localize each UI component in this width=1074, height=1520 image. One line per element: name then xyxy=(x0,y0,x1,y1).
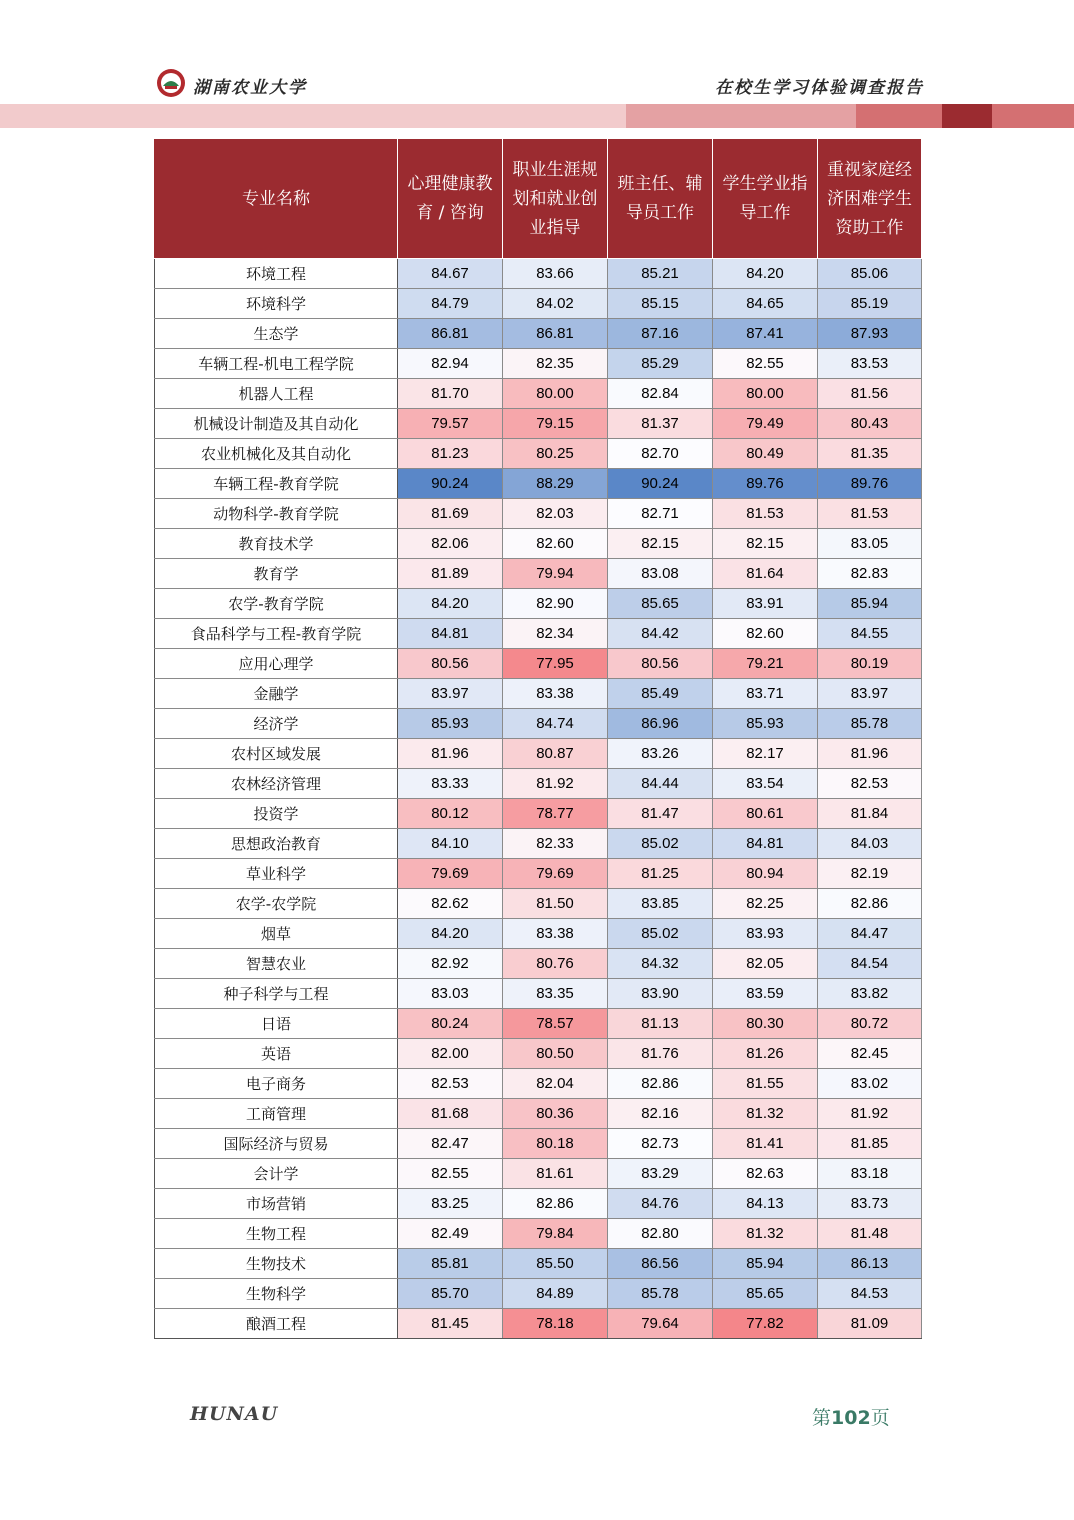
score-cell: 80.87 xyxy=(503,739,608,769)
score-cell: 82.94 xyxy=(398,349,503,379)
score-cell: 77.82 xyxy=(713,1309,818,1339)
score-cell: 85.06 xyxy=(818,259,922,289)
page-suffix: 页 xyxy=(870,1407,890,1429)
score-cell: 83.97 xyxy=(818,679,922,709)
score-cell: 87.93 xyxy=(818,319,922,349)
score-cell: 81.32 xyxy=(713,1219,818,1249)
score-cell: 85.78 xyxy=(818,709,922,739)
score-cell: 85.19 xyxy=(818,289,922,319)
table-row xyxy=(155,1129,922,1159)
table-row xyxy=(155,529,922,559)
score-cell: 79.57 xyxy=(398,409,503,439)
footer-brand: HUNAU xyxy=(190,1403,279,1425)
major-name-cell: 农业机械化及其自动化 xyxy=(155,439,398,469)
table-row xyxy=(155,649,922,679)
score-cell: 82.63 xyxy=(713,1159,818,1189)
score-cell: 81.48 xyxy=(818,1219,922,1249)
score-cell: 79.69 xyxy=(398,859,503,889)
score-cell: 82.60 xyxy=(503,529,608,559)
table-row xyxy=(155,1309,922,1339)
score-cell: 83.59 xyxy=(713,979,818,1009)
score-cell: 83.26 xyxy=(608,739,713,769)
score-cell: 82.71 xyxy=(608,499,713,529)
score-cell: 83.02 xyxy=(818,1069,922,1099)
score-cell: 82.34 xyxy=(503,619,608,649)
table-row xyxy=(155,679,922,709)
score-cell: 82.55 xyxy=(398,1159,503,1189)
score-cell: 83.25 xyxy=(398,1189,503,1219)
score-cell: 82.03 xyxy=(503,499,608,529)
score-cell: 84.79 xyxy=(398,289,503,319)
report-title: 在校生学习体验调查报告 xyxy=(715,78,924,98)
score-cell: 80.19 xyxy=(818,649,922,679)
score-cell: 83.91 xyxy=(713,589,818,619)
score-cell: 82.86 xyxy=(818,889,922,919)
score-cell: 82.86 xyxy=(608,1069,713,1099)
table-row xyxy=(155,949,922,979)
score-cell: 83.82 xyxy=(818,979,922,1009)
score-cell: 83.18 xyxy=(818,1159,922,1189)
score-cell: 78.57 xyxy=(503,1009,608,1039)
score-cell: 83.33 xyxy=(398,769,503,799)
column-header: 重视家庭经济困难学生资助工作 xyxy=(818,140,922,259)
university-name: 湖南农业大学 xyxy=(193,78,307,98)
page-prefix: 第 xyxy=(812,1407,832,1429)
table-body xyxy=(155,259,922,1339)
score-cell: 83.73 xyxy=(818,1189,922,1219)
score-cell: 81.76 xyxy=(608,1039,713,1069)
table-row xyxy=(155,469,922,499)
score-cell: 79.15 xyxy=(503,409,608,439)
score-cell: 81.85 xyxy=(818,1129,922,1159)
table-row xyxy=(155,1279,922,1309)
major-name-cell: 金融学 xyxy=(155,679,398,709)
score-cell: 83.38 xyxy=(503,919,608,949)
university-logo-icon xyxy=(156,68,186,98)
score-cell: 81.50 xyxy=(503,889,608,919)
major-name-cell: 投资学 xyxy=(155,799,398,829)
column-header: 心理健康教育 / 咨询 xyxy=(398,140,503,259)
score-cell: 81.70 xyxy=(398,379,503,409)
table-row xyxy=(155,709,922,739)
score-cell: 82.25 xyxy=(713,889,818,919)
score-cell: 80.49 xyxy=(713,439,818,469)
score-cell: 82.80 xyxy=(608,1219,713,1249)
score-cell: 84.20 xyxy=(398,919,503,949)
score-cell: 88.29 xyxy=(503,469,608,499)
score-cell: 84.20 xyxy=(398,589,503,619)
score-cell: 81.26 xyxy=(713,1039,818,1069)
table-row xyxy=(155,769,922,799)
score-cell: 80.72 xyxy=(818,1009,922,1039)
score-cell: 84.74 xyxy=(503,709,608,739)
score-cell: 90.24 xyxy=(398,469,503,499)
header-band xyxy=(942,104,992,128)
score-cell: 81.96 xyxy=(818,739,922,769)
score-cell: 83.66 xyxy=(503,259,608,289)
column-header: 班主任、辅导员工作 xyxy=(608,140,713,259)
score-cell: 90.24 xyxy=(608,469,713,499)
table-row xyxy=(155,1249,922,1279)
major-name-cell: 车辆工程-机电工程学院 xyxy=(155,349,398,379)
score-cell: 80.76 xyxy=(503,949,608,979)
score-cell: 82.17 xyxy=(713,739,818,769)
score-cell: 82.83 xyxy=(818,559,922,589)
table-row xyxy=(155,799,922,829)
score-cell: 82.86 xyxy=(503,1189,608,1219)
score-cell: 81.69 xyxy=(398,499,503,529)
score-cell: 82.35 xyxy=(503,349,608,379)
score-cell: 81.84 xyxy=(818,799,922,829)
score-cell: 82.62 xyxy=(398,889,503,919)
major-name-cell: 食品科学与工程-教育学院 xyxy=(155,619,398,649)
score-cell: 81.92 xyxy=(818,1099,922,1129)
score-cell: 84.81 xyxy=(713,829,818,859)
score-cell: 81.64 xyxy=(713,559,818,589)
score-cell: 85.65 xyxy=(608,589,713,619)
major-name-cell: 工商管理 xyxy=(155,1099,398,1129)
score-cell: 86.13 xyxy=(818,1249,922,1279)
page-number xyxy=(812,1403,890,1430)
score-cell: 85.93 xyxy=(398,709,503,739)
score-cell: 81.41 xyxy=(713,1129,818,1159)
major-name-cell: 生物工程 xyxy=(155,1219,398,1249)
score-cell: 83.29 xyxy=(608,1159,713,1189)
score-cell: 82.55 xyxy=(713,349,818,379)
score-cell: 81.53 xyxy=(818,499,922,529)
score-cell: 80.25 xyxy=(503,439,608,469)
column-header-major: 专业名称 xyxy=(155,140,398,259)
score-cell: 85.29 xyxy=(608,349,713,379)
major-name-cell: 农林经济管理 xyxy=(155,769,398,799)
score-cell: 89.76 xyxy=(713,469,818,499)
score-cell: 84.13 xyxy=(713,1189,818,1219)
score-cell: 83.03 xyxy=(398,979,503,1009)
major-name-cell: 生态学 xyxy=(155,319,398,349)
page-number-value: 102 xyxy=(831,1407,871,1429)
score-cell: 81.32 xyxy=(713,1099,818,1129)
table-row xyxy=(155,1099,922,1129)
score-cell: 85.94 xyxy=(713,1249,818,1279)
score-cell: 80.18 xyxy=(503,1129,608,1159)
header-band xyxy=(856,104,942,128)
table-row xyxy=(155,619,922,649)
major-name-cell: 生物技术 xyxy=(155,1249,398,1279)
table-row xyxy=(155,259,922,289)
table-row xyxy=(155,379,922,409)
score-cell: 78.77 xyxy=(503,799,608,829)
major-name-cell: 应用心理学 xyxy=(155,649,398,679)
major-name-cell: 动物科学-教育学院 xyxy=(155,499,398,529)
score-cell: 81.61 xyxy=(503,1159,608,1189)
table-row xyxy=(155,979,922,1009)
score-cell: 84.47 xyxy=(818,919,922,949)
score-cell: 83.54 xyxy=(713,769,818,799)
score-cell: 82.53 xyxy=(398,1069,503,1099)
major-name-cell: 教育学 xyxy=(155,559,398,589)
table-row xyxy=(155,889,922,919)
table-header-row xyxy=(155,140,922,259)
score-cell: 85.93 xyxy=(713,709,818,739)
table-row xyxy=(155,1039,922,1069)
score-cell: 82.92 xyxy=(398,949,503,979)
major-name-cell: 环境科学 xyxy=(155,289,398,319)
major-name-cell: 烟草 xyxy=(155,919,398,949)
score-cell: 85.02 xyxy=(608,829,713,859)
score-cell: 80.24 xyxy=(398,1009,503,1039)
major-name-cell: 机械设计制造及其自动化 xyxy=(155,409,398,439)
table-row xyxy=(155,1009,922,1039)
score-cell: 81.25 xyxy=(608,859,713,889)
score-cell: 79.49 xyxy=(713,409,818,439)
score-cell: 85.78 xyxy=(608,1279,713,1309)
score-cell: 79.21 xyxy=(713,649,818,679)
score-cell: 84.44 xyxy=(608,769,713,799)
header-band xyxy=(626,104,856,128)
score-cell: 79.69 xyxy=(503,859,608,889)
satisfaction-table xyxy=(154,139,922,1339)
score-cell: 82.15 xyxy=(713,529,818,559)
score-cell: 80.50 xyxy=(503,1039,608,1069)
score-cell: 82.73 xyxy=(608,1129,713,1159)
score-cell: 80.12 xyxy=(398,799,503,829)
table-row xyxy=(155,859,922,889)
score-cell: 84.02 xyxy=(503,289,608,319)
table-row xyxy=(155,739,922,769)
table-row xyxy=(155,1189,922,1219)
score-cell: 81.45 xyxy=(398,1309,503,1339)
score-cell: 81.35 xyxy=(818,439,922,469)
score-cell: 77.95 xyxy=(503,649,608,679)
score-cell: 81.96 xyxy=(398,739,503,769)
column-header: 职业生涯规划和就业创业指导 xyxy=(503,140,608,259)
score-cell: 81.47 xyxy=(608,799,713,829)
score-cell: 84.89 xyxy=(503,1279,608,1309)
score-cell: 85.21 xyxy=(608,259,713,289)
major-name-cell: 农学-教育学院 xyxy=(155,589,398,619)
table-row xyxy=(155,289,922,319)
major-name-cell: 国际经济与贸易 xyxy=(155,1129,398,1159)
score-cell: 81.37 xyxy=(608,409,713,439)
score-cell: 81.92 xyxy=(503,769,608,799)
score-cell: 84.42 xyxy=(608,619,713,649)
score-cell: 79.64 xyxy=(608,1309,713,1339)
score-cell: 79.94 xyxy=(503,559,608,589)
score-cell: 84.20 xyxy=(713,259,818,289)
score-cell: 78.18 xyxy=(503,1309,608,1339)
header-band xyxy=(0,104,626,128)
score-cell: 80.30 xyxy=(713,1009,818,1039)
major-name-cell: 教育技术学 xyxy=(155,529,398,559)
score-cell: 84.76 xyxy=(608,1189,713,1219)
score-cell: 82.70 xyxy=(608,439,713,469)
column-header: 学生学业指导工作 xyxy=(713,140,818,259)
score-cell: 86.81 xyxy=(398,319,503,349)
score-cell: 86.56 xyxy=(608,1249,713,1279)
score-cell: 82.19 xyxy=(818,859,922,889)
score-cell: 84.03 xyxy=(818,829,922,859)
score-cell: 80.36 xyxy=(503,1099,608,1129)
score-cell: 81.55 xyxy=(713,1069,818,1099)
score-cell: 85.70 xyxy=(398,1279,503,1309)
score-cell: 80.00 xyxy=(713,379,818,409)
major-name-cell: 种子科学与工程 xyxy=(155,979,398,1009)
table-row xyxy=(155,1219,922,1249)
page-header xyxy=(0,0,1074,130)
score-cell: 80.94 xyxy=(713,859,818,889)
major-name-cell: 英语 xyxy=(155,1039,398,1069)
score-cell: 89.76 xyxy=(818,469,922,499)
score-cell: 83.35 xyxy=(503,979,608,1009)
table-row xyxy=(155,589,922,619)
score-cell: 84.65 xyxy=(713,289,818,319)
major-name-cell: 会计学 xyxy=(155,1159,398,1189)
score-cell: 80.61 xyxy=(713,799,818,829)
table-row xyxy=(155,409,922,439)
score-cell: 82.90 xyxy=(503,589,608,619)
score-cell: 87.41 xyxy=(713,319,818,349)
table-row xyxy=(155,1069,922,1099)
score-cell: 81.89 xyxy=(398,559,503,589)
header-band xyxy=(992,104,1074,128)
score-cell: 82.47 xyxy=(398,1129,503,1159)
score-cell: 85.94 xyxy=(818,589,922,619)
score-cell: 81.68 xyxy=(398,1099,503,1129)
score-cell: 84.81 xyxy=(398,619,503,649)
score-cell: 82.15 xyxy=(608,529,713,559)
major-name-cell: 思想政治教育 xyxy=(155,829,398,859)
major-name-cell: 市场营销 xyxy=(155,1189,398,1219)
major-name-cell: 智慧农业 xyxy=(155,949,398,979)
score-cell: 82.04 xyxy=(503,1069,608,1099)
major-name-cell: 生物科学 xyxy=(155,1279,398,1309)
score-cell: 81.56 xyxy=(818,379,922,409)
score-cell: 85.15 xyxy=(608,289,713,319)
score-cell: 83.05 xyxy=(818,529,922,559)
score-cell: 83.90 xyxy=(608,979,713,1009)
major-name-cell: 电子商务 xyxy=(155,1069,398,1099)
major-name-cell: 机器人工程 xyxy=(155,379,398,409)
table-row xyxy=(155,499,922,529)
score-cell: 84.10 xyxy=(398,829,503,859)
major-name-cell: 酿酒工程 xyxy=(155,1309,398,1339)
score-cell: 85.50 xyxy=(503,1249,608,1279)
score-cell: 84.55 xyxy=(818,619,922,649)
table-row xyxy=(155,559,922,589)
major-name-cell: 车辆工程-教育学院 xyxy=(155,469,398,499)
score-cell: 82.84 xyxy=(608,379,713,409)
score-cell: 85.02 xyxy=(608,919,713,949)
score-cell: 84.67 xyxy=(398,259,503,289)
score-cell: 82.53 xyxy=(818,769,922,799)
score-cell: 81.53 xyxy=(713,499,818,529)
score-cell: 83.97 xyxy=(398,679,503,709)
score-cell: 85.81 xyxy=(398,1249,503,1279)
table-row xyxy=(155,439,922,469)
score-cell: 83.38 xyxy=(503,679,608,709)
score-cell: 83.85 xyxy=(608,889,713,919)
table-row xyxy=(155,829,922,859)
score-cell: 87.16 xyxy=(608,319,713,349)
score-cell: 84.32 xyxy=(608,949,713,979)
score-cell: 82.60 xyxy=(713,619,818,649)
score-cell: 80.56 xyxy=(398,649,503,679)
score-cell: 84.53 xyxy=(818,1279,922,1309)
score-cell: 80.43 xyxy=(818,409,922,439)
score-cell: 83.08 xyxy=(608,559,713,589)
major-name-cell: 环境工程 xyxy=(155,259,398,289)
score-cell: 83.93 xyxy=(713,919,818,949)
score-cell: 82.00 xyxy=(398,1039,503,1069)
score-cell: 80.56 xyxy=(608,649,713,679)
score-cell: 82.05 xyxy=(713,949,818,979)
score-cell: 86.81 xyxy=(503,319,608,349)
score-cell: 85.49 xyxy=(608,679,713,709)
score-cell: 81.13 xyxy=(608,1009,713,1039)
score-cell: 82.06 xyxy=(398,529,503,559)
major-name-cell: 日语 xyxy=(155,1009,398,1039)
major-name-cell: 农村区域发展 xyxy=(155,739,398,769)
major-name-cell: 经济学 xyxy=(155,709,398,739)
major-name-cell: 草业科学 xyxy=(155,859,398,889)
score-cell: 80.00 xyxy=(503,379,608,409)
score-cell: 82.49 xyxy=(398,1219,503,1249)
score-cell: 79.84 xyxy=(503,1219,608,1249)
score-cell: 86.96 xyxy=(608,709,713,739)
table-row xyxy=(155,319,922,349)
table-row xyxy=(155,1159,922,1189)
score-cell: 81.09 xyxy=(818,1309,922,1339)
score-cell: 82.16 xyxy=(608,1099,713,1129)
score-cell: 82.33 xyxy=(503,829,608,859)
score-cell: 82.45 xyxy=(818,1039,922,1069)
score-cell: 85.65 xyxy=(713,1279,818,1309)
table-row xyxy=(155,349,922,379)
table-row xyxy=(155,919,922,949)
score-cell: 83.53 xyxy=(818,349,922,379)
score-cell: 84.54 xyxy=(818,949,922,979)
score-cell: 83.71 xyxy=(713,679,818,709)
major-name-cell: 农学-农学院 xyxy=(155,889,398,919)
score-cell: 81.23 xyxy=(398,439,503,469)
